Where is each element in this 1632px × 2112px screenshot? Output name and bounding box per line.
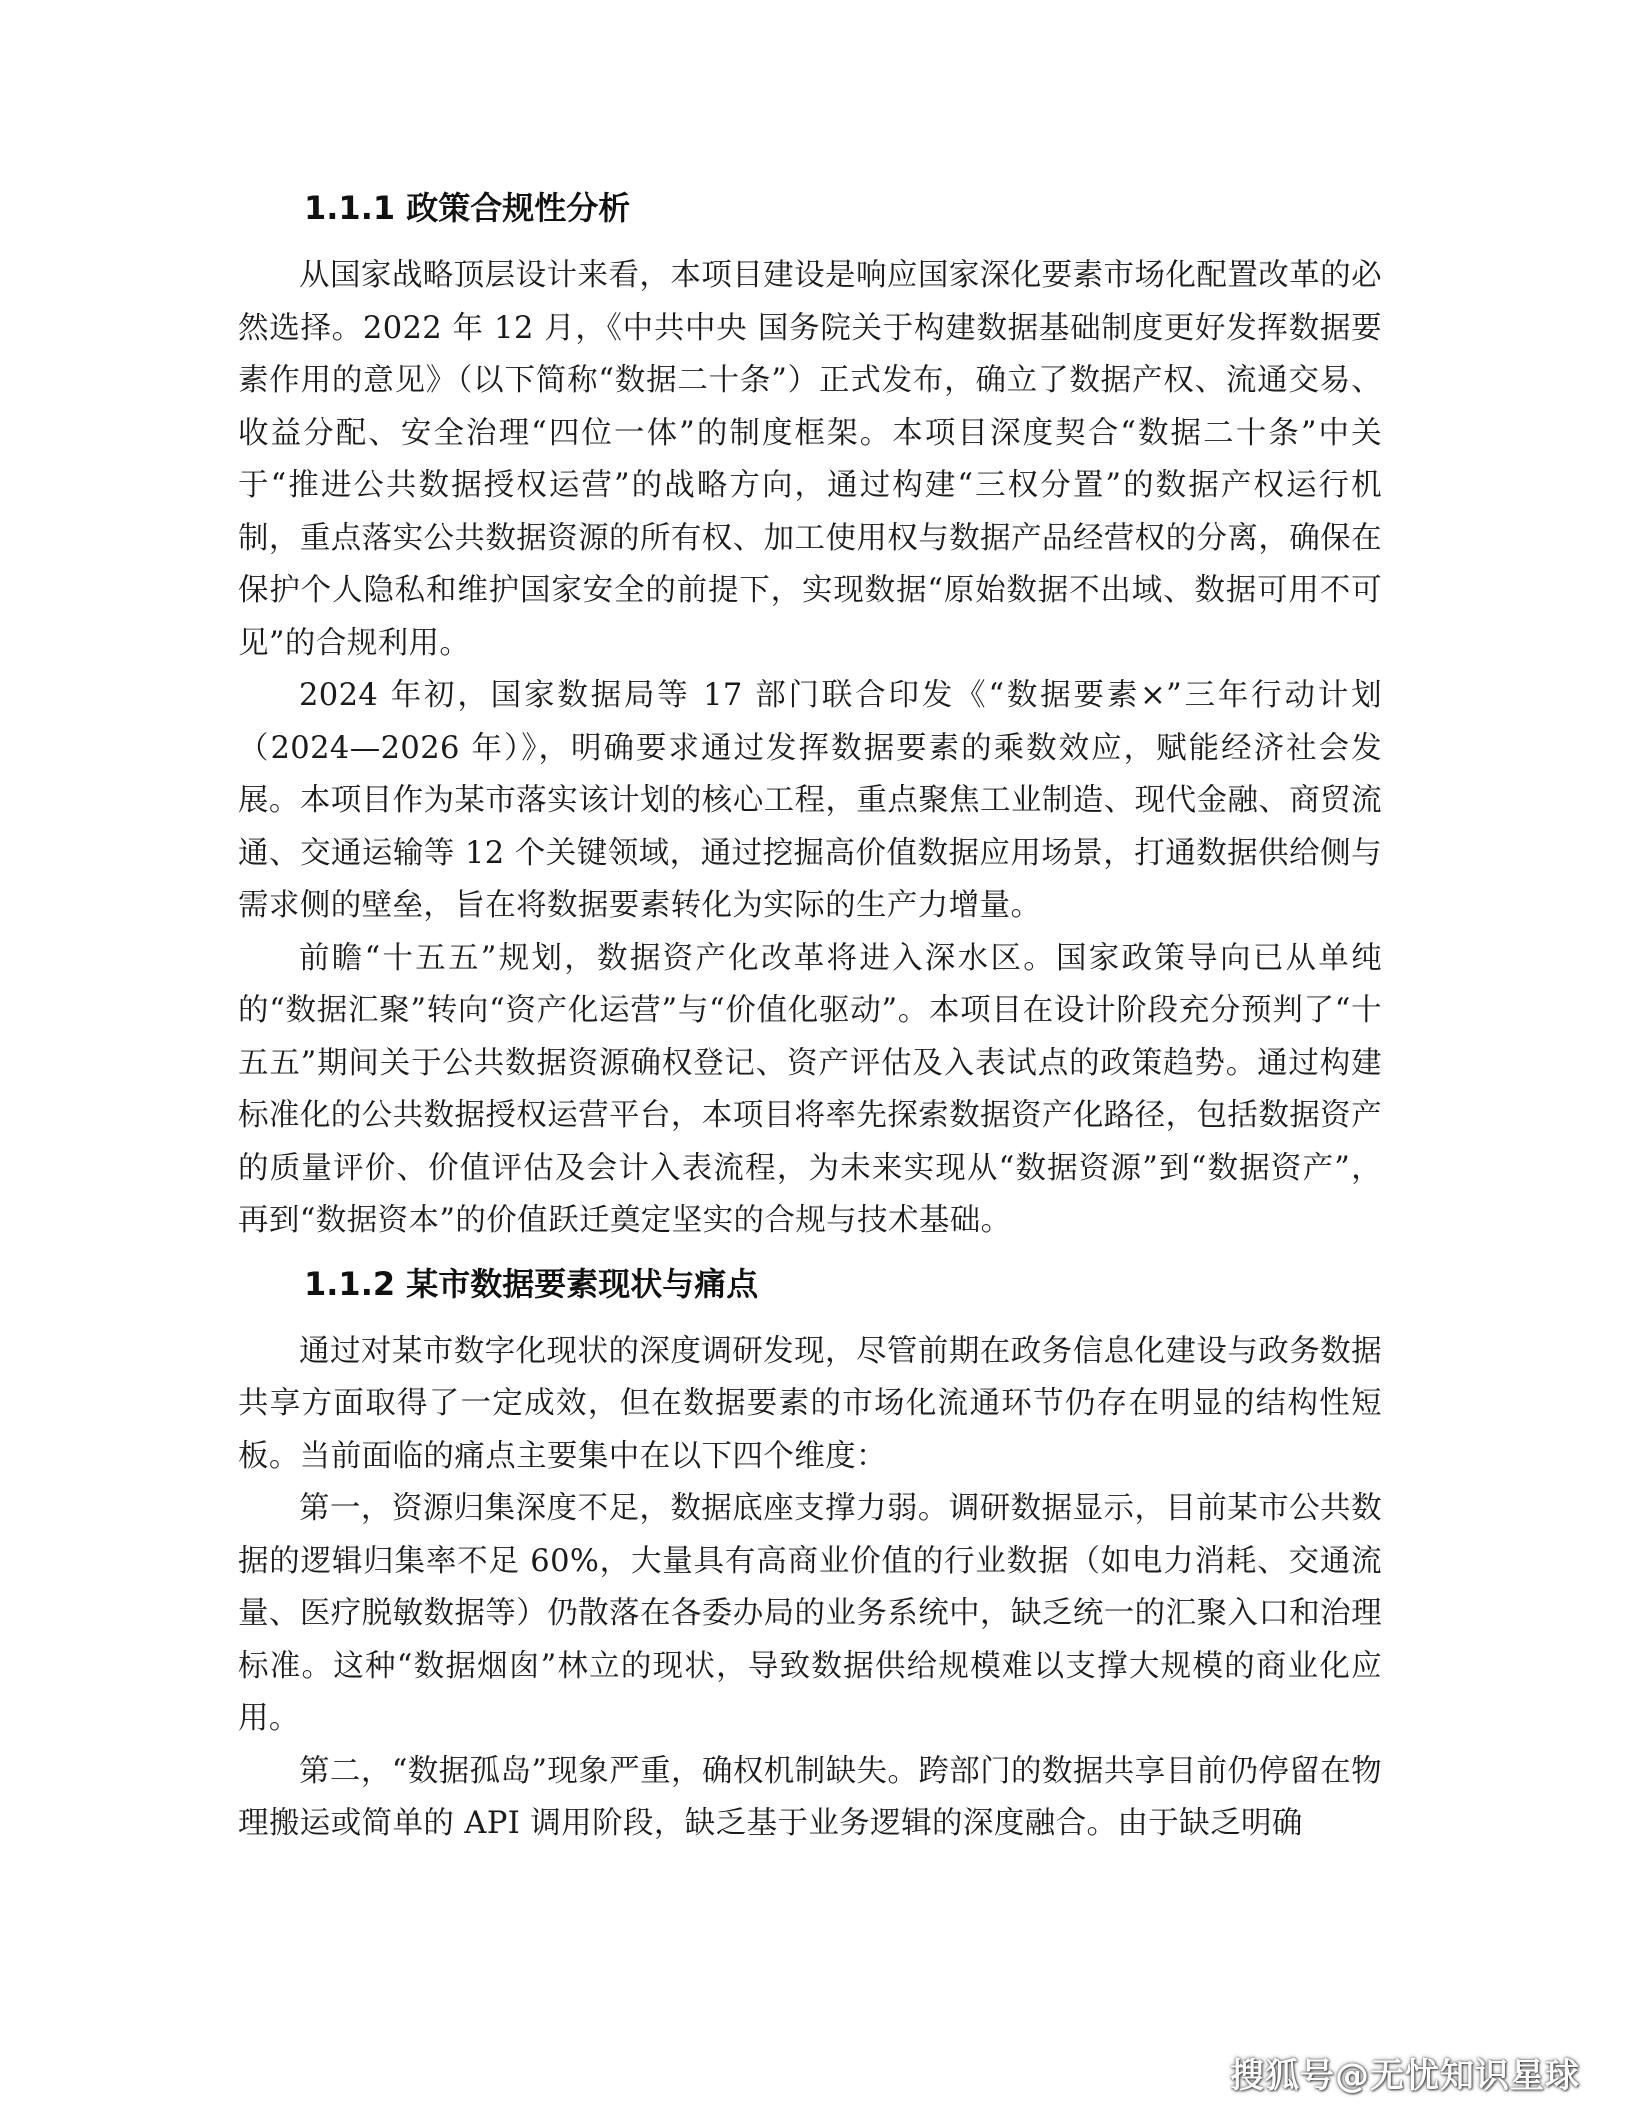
paragraph: 第二，“数据孤岛”现象严重，确权机制缺失。跨部门的数据共享目前仍停留在物理搬运或简单的 API 调用阶段，缺乏基于业务逻辑的深度融合。由于缺乏明确 [238,1753,1382,1841]
paragraph: 2024 年初，国家数据局等 17 部门联合印发《“数据要素×”三年行动计划（2024—2026 年）》，明确要求通过发挥数据要素的乘数效应，赋能经济社会发展。本项目作为某市落实该计划的核心工程，重点聚焦工业制造、现代金融、商贸流通、交通运输等 12 个关键领域，通过挖掘高价值数据应用场景，打通数据供给侧与需求侧的壁垒，旨在将数据要素转化为实际的生产力增量。 [238,678,1382,923]
paragraph: 第一，资源归集深度不足，数据底座支撑力弱。调研数据显示，目前某市公共数据的逻辑归集率不足 60%，大量具有高商业价值的行业数据（如电力消耗、交通流量、医疗脱敏数据等）仍散落在各委办局的业务系统中，缺乏统一的汇聚入口和治理标准。这种“数据烟囱”林立的现状，导致数据供给规模难以支撑大规模的商业化应用。 [238,1491,1382,1736]
paragraph: 前瞻“十五五”规划，数据资产化改革将进入深水区。国家政策导向已从单纯的“数据汇聚”转向“资产化运营”与“价值化驱动”。本项目在设计阶段充分预判了“十五五”期间关于公共数据资源确权登记、资产评估及入表试点的政策趋势。通过构建标准化的公共数据授权运营平台，本项目将率先探索数据资产化路径，包括数据资产的质量评价、价值评估及会计入表流程，为未来实现从“数据资源”到“数据资产”，再到“数据资本”的价值跃迁奠定坚实的合规与技术基础。 [238,940,1382,1238]
document-body [238,188,1382,1851]
section-heading-policy-compliance: 1.1.1 政策合规性分析 [304,189,631,227]
paragraph: 从国家战略顶层设计来看，本项目建设是响应国家深化要素市场化配置改革的必然选择。2022 年 12 月，《中共中央 国务院关于构建数据基础制度更好发挥数据要素作用的意见》（以下简称“数据二十条”）正式发布，确立了数据产权、流通交易、收益分配、安全治理“四位一体”的制度框架。本项目深度契合“数据二十条”中关于“推进公共数据授权运营”的战略方向，通过构建“三权分置”的数据产权运行机制，重点落实公共数据资源的所有权、加工使用权与数据产品经营权的分离，确保在保护个人隐私和维护国家安全的前提下，实现数据“原始数据不出域、数据可用不可见”的合规利用。 [238,258,1382,661]
watermark: 搜狐号@无忧知识星球 [1230,2056,1580,2096]
paragraph: 通过对某市数字化现状的深度调研发现，尽管前期在政务信息化建设与政务数据共享方面取得了一定成效，但在数据要素的市场化流通环节仍存在明显的结构性短板。当前面临的痛点主要集中在以下四个维度： [238,1333,1382,1474]
section-heading-data-status: 1.1.2 某市数据要素现状与痛点 [304,1264,759,1303]
